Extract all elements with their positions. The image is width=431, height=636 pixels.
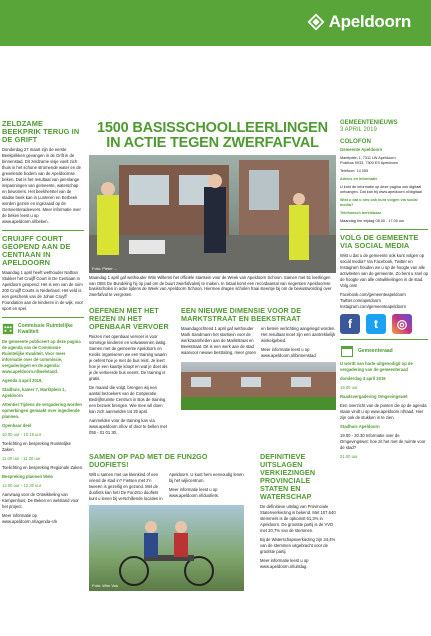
main-caption: Maandag 1 april gaf wethouder Wim Willems het officiële startsein voor de Week van Apeldoorn Schoon. Samen met 51 leerlingen van OBS De Bundeling hij op pad om de buurt zwerfafvalvrij te maken. In totaal komt een recordaantal van negentien Apeldoornse basisscholen in actie tijdens de Week van Apeldoorn Schoon. Hiermee dragen scholen fraai steentje bij om de bewustwording over zwerfafval te vergroten. bbox=[89, 275, 332, 297]
agenda-time: 10.00 uur - 10.15 uur bbox=[2, 432, 42, 437]
duofiets-article bbox=[89, 453, 244, 591]
agenda-time: 12.00 uur - 12.30 uur bbox=[2, 483, 42, 488]
cruijff-body: Maandag 1 april heeft wethouder Nathan Stukker het Cruijff Court in De Centiaan in Apeldoorn geopend. Het is een van de ruim 200 Cruijff Courts in Nederland. Het veld is een geschenk van de Johan Cruyff Foundation aan de kinderen in de wijk, voor sport en spel. bbox=[2, 270, 84, 311]
gemeentenieuws-label: GEMEENTENIEUWS bbox=[340, 120, 398, 126]
duofiets-more: Meer informatie leest u op www.apeldoorn.nl/duofiets. bbox=[169, 487, 220, 498]
ov-title: OEFENEN MET HET REIZEN IN HET OPENBAAR VERVOER bbox=[89, 306, 169, 331]
building-icon bbox=[2, 322, 14, 336]
wist-label: Wist u dat u ons ook kunt volgen via social media? bbox=[340, 198, 418, 207]
photo-illustration bbox=[89, 155, 336, 273]
raad-date: donderdag 4 april 2019 bbox=[340, 376, 386, 381]
advies-body: U kunt de informatie op deze pagina ook digitaal ontvangen. Dat kan bij www.apeldoorn.nl/digitaal bbox=[340, 185, 422, 194]
main-photo bbox=[89, 155, 336, 273]
agenda-time: 11.00 uur - 11.30 uur bbox=[2, 456, 41, 461]
agenda-note: Attentie! Tijdens de vergadering worden opmerkingen gemaakt over ingediende plannen. bbox=[2, 402, 82, 419]
uitslag-body-2: Bij de Waterschapsverkiezing zijn 34,4% van de stemmen uitgebracht voor de grootste partij. bbox=[260, 537, 336, 554]
colofon-address: Marktplein 1, 7311 LW Apeldoorn Postbus 9033, 7300 ES Apeldoorn bbox=[340, 156, 399, 165]
advies-label: Advies en informatie bbox=[340, 177, 378, 181]
divider bbox=[340, 229, 428, 230]
commissie-title: Commissie Ruimtelijke Kwaliteit bbox=[18, 323, 73, 335]
ov-body-2: De maand die volgt, brengen wij een aantal bezoekers van de Coöperatie Bedrijfsruimte Centrum in Bos de training een bezoek brengen. Wie mee wil doen kan zich aanmelden tot 25 april. bbox=[89, 385, 166, 414]
duofiets-credit: Foto: Wim Vos bbox=[92, 583, 119, 588]
commissie-heading bbox=[2, 322, 84, 336]
colofon-title: COLOFON bbox=[340, 138, 371, 145]
calendar-icon bbox=[340, 344, 354, 358]
marktstraat-body: Maandagochtend 1 april gaf wethouder Mark Sandmann het startsein voor de werkzaamheden aan de Marktstraat en Beekstraat. Dit is een werk aan de stad waarvoor nieuwe bestrating, meer groen en betere verlichting aangelegd worden. Het resultaat moet zijn een aantrekkelijk winkelgebied. bbox=[181, 326, 336, 355]
agenda-text: Toelichting en bespreking Regionale Zaken. bbox=[2, 465, 84, 470]
right-column bbox=[340, 120, 428, 463]
marktstraat-title: EEN NIEUWE DIMENSIE VOOR DE MARKTSTRAAT EN BEEKSTRAAT bbox=[181, 306, 302, 323]
marktstraat-photo bbox=[181, 362, 336, 410]
raad-heading bbox=[340, 344, 428, 358]
raad-time: 19.00 uur bbox=[340, 385, 358, 390]
social-links: Facebook.com/gemeenteapeldoorn Twitter.com/apeldoorn Instagram.com/gemeenteapeldoorn bbox=[340, 292, 407, 309]
agenda-text: Toelichting en bespreking Ruimtelijke Zaken. bbox=[2, 441, 71, 452]
social-icons bbox=[340, 314, 428, 334]
header-bar bbox=[0, 0, 431, 46]
brand-name: Apeldoorn bbox=[328, 12, 411, 31]
bike-illustration bbox=[89, 505, 244, 591]
colofon-tel: Telefoon: 14 055 bbox=[340, 169, 369, 173]
divider bbox=[2, 230, 84, 231]
apeldoorn-logo-icon bbox=[307, 13, 325, 31]
social-body: Wist u dat u de gemeente ook kunt volgen op social media? Via Facebook, Twitter en Instagram houden we u op de hoogte van alle activiteiten van de gemeente. Zo bent u snel op de hoogte van alle ontwikkelingen in de stad. Volg ons! bbox=[340, 253, 428, 288]
uitslag-more: Meer informatie leest u op www.apeldoorn.nl/uitslag. bbox=[260, 558, 309, 569]
uitslag-title: DEFINITIEVE UITSLAGEN VERKIEZINGEN PROVINCIALE STATEN EN WATERSCHAP bbox=[260, 452, 316, 501]
street-illustration bbox=[181, 362, 336, 410]
main-title: 1500 BASISSCHOOLLEERLINGEN IN ACTIE TEGEN ZWERFAFVAL bbox=[97, 120, 328, 151]
raad-location: Stadhuis Apeldoorn bbox=[340, 424, 380, 429]
marktstraat-article bbox=[181, 307, 336, 410]
agenda-date: Agenda 4 april 2019, bbox=[2, 378, 43, 383]
raad-time-2: 21.00 uur bbox=[340, 454, 358, 459]
marktstraat-columns bbox=[181, 326, 336, 359]
raad-invite: U wordt van harte uitgenodigd op de vergadering van de gemeenteraad bbox=[340, 361, 413, 372]
raad-text: Een overzicht van de punten die op de agenda staan vindt u op www.apeldoorn.nl/raad. Hier zijn ook de stukken in te zien. bbox=[340, 403, 427, 420]
duofiets-columns bbox=[89, 472, 244, 502]
agenda-footer: Meer informatie op www.apeldoorn.nl/agenda-crk bbox=[2, 513, 58, 524]
beekprik-body: Donderdag 27 maart zijn de eerste Beekprikken gevangen in de Grift in de binnenstad. Dit zeldzame visje voelt zich thuis in het schone stromende water en de grevelende bodem van de Apeldoornse beken. Dat is het resultaat van jarenlange inspanningen van gemeente, waterschap en bewoners. Het beekherstel van de stadse beek kan in Lunteren en Eerbeek worden gezien en ingezaaid op de Gemeenteradeevers. Meer informatie over de beken leest u op www.apeldoorn.nl/beken. bbox=[2, 147, 81, 224]
social-title: VOLG DE GEMEENTE VIA SOCIAL MEDIA bbox=[340, 233, 419, 250]
divider bbox=[340, 339, 428, 340]
marktstraat-more: Meer informatie leest u op www.apeldoorn.nl/binnenstad bbox=[261, 347, 316, 358]
agenda-location: Stadhuis, kamer 7, Marktplein 1, Apeldoorn bbox=[2, 387, 66, 398]
raad-text-2: 19.00 - 20.30 Informatie over de Omgevingswet: hoe zit het met de ruimte voor de stad? bbox=[340, 433, 426, 450]
agenda-section: Bespreking plannen Welo bbox=[2, 474, 54, 479]
raad-topic: Raadsvergadering Omgevingswet bbox=[340, 394, 408, 399]
photo-credit: Foto: Pieter ... bbox=[92, 266, 118, 271]
cruijff-title: CRUIJFF COURT GEOPEND AAN DE CENTIAAN IN APELDOORN bbox=[2, 234, 71, 267]
duofiets-title: SAMEN OP PAD MET DE FUN2GO DUOFIETS! bbox=[89, 452, 208, 469]
uitslag-article bbox=[260, 453, 336, 573]
twitter-icon[interactable]: t bbox=[366, 314, 386, 334]
agenda-text: Aanvraag voor de Ontwikkeling van Kampenhuis; De Beken en welstand voor het project. bbox=[2, 492, 79, 509]
tel-label: Telefonisch bereikbaar bbox=[340, 211, 382, 215]
gemeentenieuws-date: 3 APRIL 2019 bbox=[340, 127, 377, 133]
tel-hours: Maandag t/m vrijdag 08.00 - 17.00 uur bbox=[340, 219, 405, 223]
ov-body: Reizen met openbaar vervoer is voor sommige kinderen en volwassenen lastig. Samen met de gemeente Apeldoorn en Keolis organiseren we een training waarin je oefent hoe je met de bus reist. Je leert hoe je een kaartje koopt en wat je doet als je de verkeerde bus neemt. De training is gratis. bbox=[89, 334, 168, 381]
colofon-gemeente: Gemeente Apeldoorn bbox=[340, 147, 383, 152]
uitslag-body: De definitieve uitslag van Provinciale Statenverkiezing is bekend. Met 107.640 stemmers is de opkomst 61,3% in Apeldoorn. De grootste partij is de VVD met 20,7% van de stemmen. bbox=[260, 504, 336, 533]
instagram-icon[interactable]: ◎ bbox=[392, 314, 412, 334]
ov-more: Aanmelden voor de training kan via www.apeldoorn.nl/ov of door te bellen met 055 - 01 01 30. bbox=[89, 418, 167, 435]
openbaar-label: Openbaar deel bbox=[2, 423, 32, 428]
commissie-body: De gemeente publiceert op deze pagina de agenda van de Commissie Ruimtelijke Kwaliteit. Voor meer informatie over de commissie, vergaderingen en de agenda: www.apeldoorn.nl/welstand. bbox=[2, 339, 81, 374]
divider bbox=[2, 317, 84, 318]
raad-title: Gemeenteraad bbox=[358, 348, 393, 354]
facebook-icon[interactable]: f bbox=[340, 314, 360, 334]
ov-article bbox=[89, 307, 169, 439]
duofiets-photo bbox=[89, 505, 244, 591]
apeldoorn-logo bbox=[307, 12, 411, 32]
duofiets-body: Wilt u samen met uw kleinkind of een vriend de stad in? Fietsen met z'n tweeën is gezellig en gezond. Met de duofiets kan het! De Fun2Go duofiets kunt u lenen bij verschillende locaties in Apeldoorn. U kunt hem eenvoudig lenen bij het wijkcentrum. bbox=[89, 472, 244, 501]
left-column bbox=[2, 120, 84, 528]
beekprik-title: ZELDZAME BEEKPRIK TERUG IN DE GRIFT bbox=[2, 119, 80, 144]
